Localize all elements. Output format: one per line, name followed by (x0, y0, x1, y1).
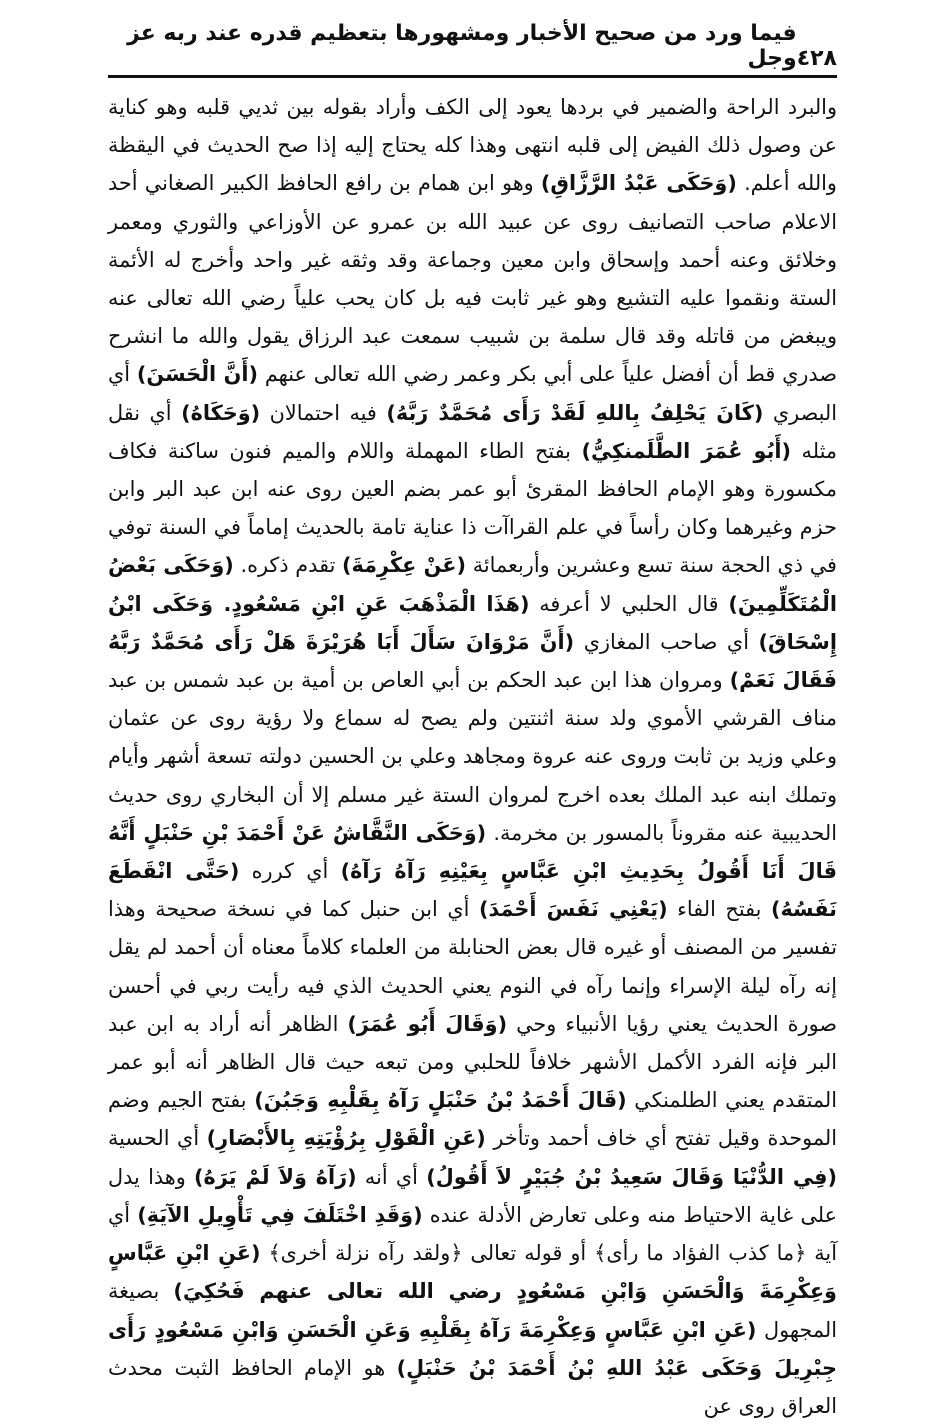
commentary-text: ومروان هذا ابن عبد الحكم بن أبي العاص بن أمية بن عبد شمس بن عبد مناف القرشي الأموي ولد سنة اثنتين ولم يصح له سماع ولا رؤية روى عن عثمان وعلي وزيد بن ثابت وروى عنه عروة ومجاهد وعلي بن الحسين دولته تسعة أشهر وأيام وتملك ابنه عبد الملك بعده اخرج لمروان الستة غير مسلم إلا أن البخاري روى حديث الحديبية عنه مقروناً بالمسور بن مخرمة. (108, 668, 837, 845)
matn-quote: (عَنْ عِكْرِمَةَ) (342, 553, 467, 578)
commentary-text: أي البصري (108, 362, 838, 425)
running-title: فيما ورد من صحيح الأخبار ومشهورها بتعظيم قدره عند ربه عز وجل (127, 21, 797, 71)
matn-quote: (وَحَكَاهُ) (181, 400, 261, 425)
commentary-text: والبرد الراحة والضمير في بردها يعود إلى الكف وأراد بقوله بين ثديي قلبه وهو كناية عن وصول ذلك الفيض إلى قلبه انتهى وهذا كله يحتاج إليه إذا صح الحديث في اليقظة والله أعلم. (108, 95, 837, 196)
matn-quote: (وَحَكَى النَّقَّاشُ عَنْ أَحْمَدَ بْنِ حَنْبَلٍ أَنَّهُ قَالَ أَنَا أَقُولُ بِحَدِيثِ ابْنِ عَبَّاسٍ بِعَيْنِهِ رَآهُ رَآهُ) (108, 820, 837, 884)
matn-quote: (كَانَ يَحْلِفُ بِاللهِ لَقَدْ رَأَى مُحَمَّدٌ رَبَّهُ) (386, 400, 764, 425)
commentary-text: هو الإمام الحافظ الثبت محدث العراق روى عن (108, 1355, 837, 1418)
commentary-text: أي صاحب المغازي (574, 629, 759, 654)
commentary-text: أي الحسية (108, 1126, 207, 1151)
matn-quote: (وَحَكَى بَعْضُ الْمُتَكَلِّمِينَ) (108, 553, 837, 616)
matn-quote: (فِي الدُّنْيَا وَقَالَ سَعِيدُ بْنُ جُبَيْرٍ لاَ أَقُولُ) (426, 1164, 837, 1189)
commentary-text: وهذا يدل على غاية الاحتياط منه وعلى تعارض الأدلة عنده (108, 1164, 837, 1227)
commentary-text: فيه احتمالان (260, 400, 387, 425)
matn-quote: (يَعْنِي نَفَسَ أَحْمَدَ) (478, 897, 668, 922)
page-number: ٤٢٨ (796, 46, 837, 71)
matn-quote: (حَتَّى انْقَطَعَ نَفَسُهُ) (108, 859, 837, 922)
body-text (108, 88, 837, 1425)
commentary-text: تقدم ذكره. (233, 553, 343, 578)
commentary-text: أي آية ﴿ما كذب الفؤاد ما رأى﴾ أو قوله تعالى ﴿ولقد رآه نزلة أخرى﴾ (108, 1202, 837, 1266)
page-header (108, 21, 837, 78)
matn-quote: (وَقَالَ أَبُو عُمَرَ) (347, 1011, 508, 1036)
matn-quote: (رَآهُ وَلاَ لَمْ يَرَهُ) (194, 1164, 357, 1189)
matn-quote: (عَنِ الْقَوْلِ بِرُؤْيَتِهِ بِالأَبْصَارِ) (206, 1126, 486, 1151)
matn-quote: (أَنَّ الْحَسَنَ) (136, 362, 259, 387)
commentary-text: قال الحلبي لا أعرفه (529, 591, 729, 616)
matn-quote: (وَقَدِ اخْتَلَفَ فِي تَأْوِيلِ الآيَةِ) (137, 1202, 423, 1227)
commentary-text: الظاهر أنه أراد به ابن عبد البر فإنه الفرد الأكمل الأشهر خلافاً للحلبي ومن تبعه حيث قال الظاهر أنه أبو عمر المتقدم يعني الطلمنكي (108, 1011, 838, 1113)
matn-quote: (قَالَ أَحْمَدُ بْنُ حَنْبَلٍ رَآهُ بِقَلْبِهِ وَجَبُنَ) (254, 1088, 627, 1113)
matn-quote: (أَبُو عُمَرَ الطَّلَمنكِيُّ) (581, 438, 792, 463)
matn-quote: (أَنَّ مَرْوَانَ سَأَلَ أَبَا هُرَيْرَةَ هَلْ رَأَى مُحَمَّدٌ رَبَّهُ فَقَالَ نَعَمْ) (108, 629, 837, 693)
commentary-text: بفتح الفاء (667, 897, 771, 922)
commentary-text: بفتح الجيم وضم الموحدة وقيل تفتح أي خاف أحمد وتأخر (108, 1088, 837, 1151)
commentary-text: بصيغة المجهول (108, 1279, 837, 1342)
commentary-text: أي أنه (356, 1164, 427, 1189)
matn-quote: (هَذَا الْمَذْهَبَ عَنِ ابْنِ مَسْعُودٍ. وَحَكَى ابْنُ إِسْحَاقَ) (108, 591, 838, 654)
matn-quote: (عَنِ ابْنِ عَبَّاسٍ وَعِكْرِمَةَ وَالْحَسَنِ وَابْنِ مَسْعُودٍ رضي الله تعالى عنهم فَحُكِيَ) (108, 1241, 837, 1304)
matn-quote: (عَنِ ابْنِ عَبَّاسٍ وَعِكْرِمَةَ رَآهُ بِقَلْبِهِ وَعَنِ الْحَسَنِ وَابْنِ مَسْعُودٍ رَأَى جِبْرِيلَ وَحَكَى عَبْدُ اللهِ بْنُ أَحْمَدَ بْنُ حَنْبَلٍ) (108, 1317, 837, 1380)
paragraph (108, 88, 837, 1425)
commentary-text: أي ابن حنبل كما في نسخة صحيحة وهذا تفسير من المصنف أو غيره قال بعض الحنابلة من العلماء كلاماً معناه أن أحمد لم يقل إنه رآه ليلة الإسراء وإنما رآه في النوم يعني الحديث الذي فيه رأيت ربي في أحسن صورة الحديث يعني رؤيا الأنبياء وحي (108, 897, 838, 1036)
matn-quote: (وَحَكَى عَبْدُ الرَّزَّاقِ) (540, 171, 737, 196)
commentary-text: بفتح الطاء المهملة واللام والميم فنون ساكنة فكاف مكسورة وهو الإمام الحافظ المقرئ أبو عمر بضم العين روى عنه ابن عبد البر وابن حزم وغيرهما وكان رأساً في علم القراآت ذا عناية تامة بالحديث إماماً في السنة توفي في ذي الحجة سنة تسع وعشرين وأربعمائة (108, 438, 837, 578)
commentary-text: وهو ابن همام بن رافع الحافظ الكبير الصغاني أحد الاعلام صاحب التصانيف روى عن عبيد الله بن عمرو عن الأوزاعي والثوري ومعمر وخلائق وعنه أحمد وإسحاق وابن معين وجماعة وقد وثقه غير واحد وأخرج له الأئمة الستة ونقموا عليه التشيع وهو غير ثابت فيه بل كان يحب علياً رضي الله تعالى عنه ويبغض من قاتله وقد قال سلمة بن شبيب سمعت عبد الرزاق يقول والله ما انشرح صدري قط أن أفضل علياً على أبي بكر وعمر رضي الله تعالى عنهم (108, 171, 837, 387)
commentary-text: أي كرره (239, 859, 341, 884)
commentary-text: أي نقل مثله (108, 400, 837, 463)
